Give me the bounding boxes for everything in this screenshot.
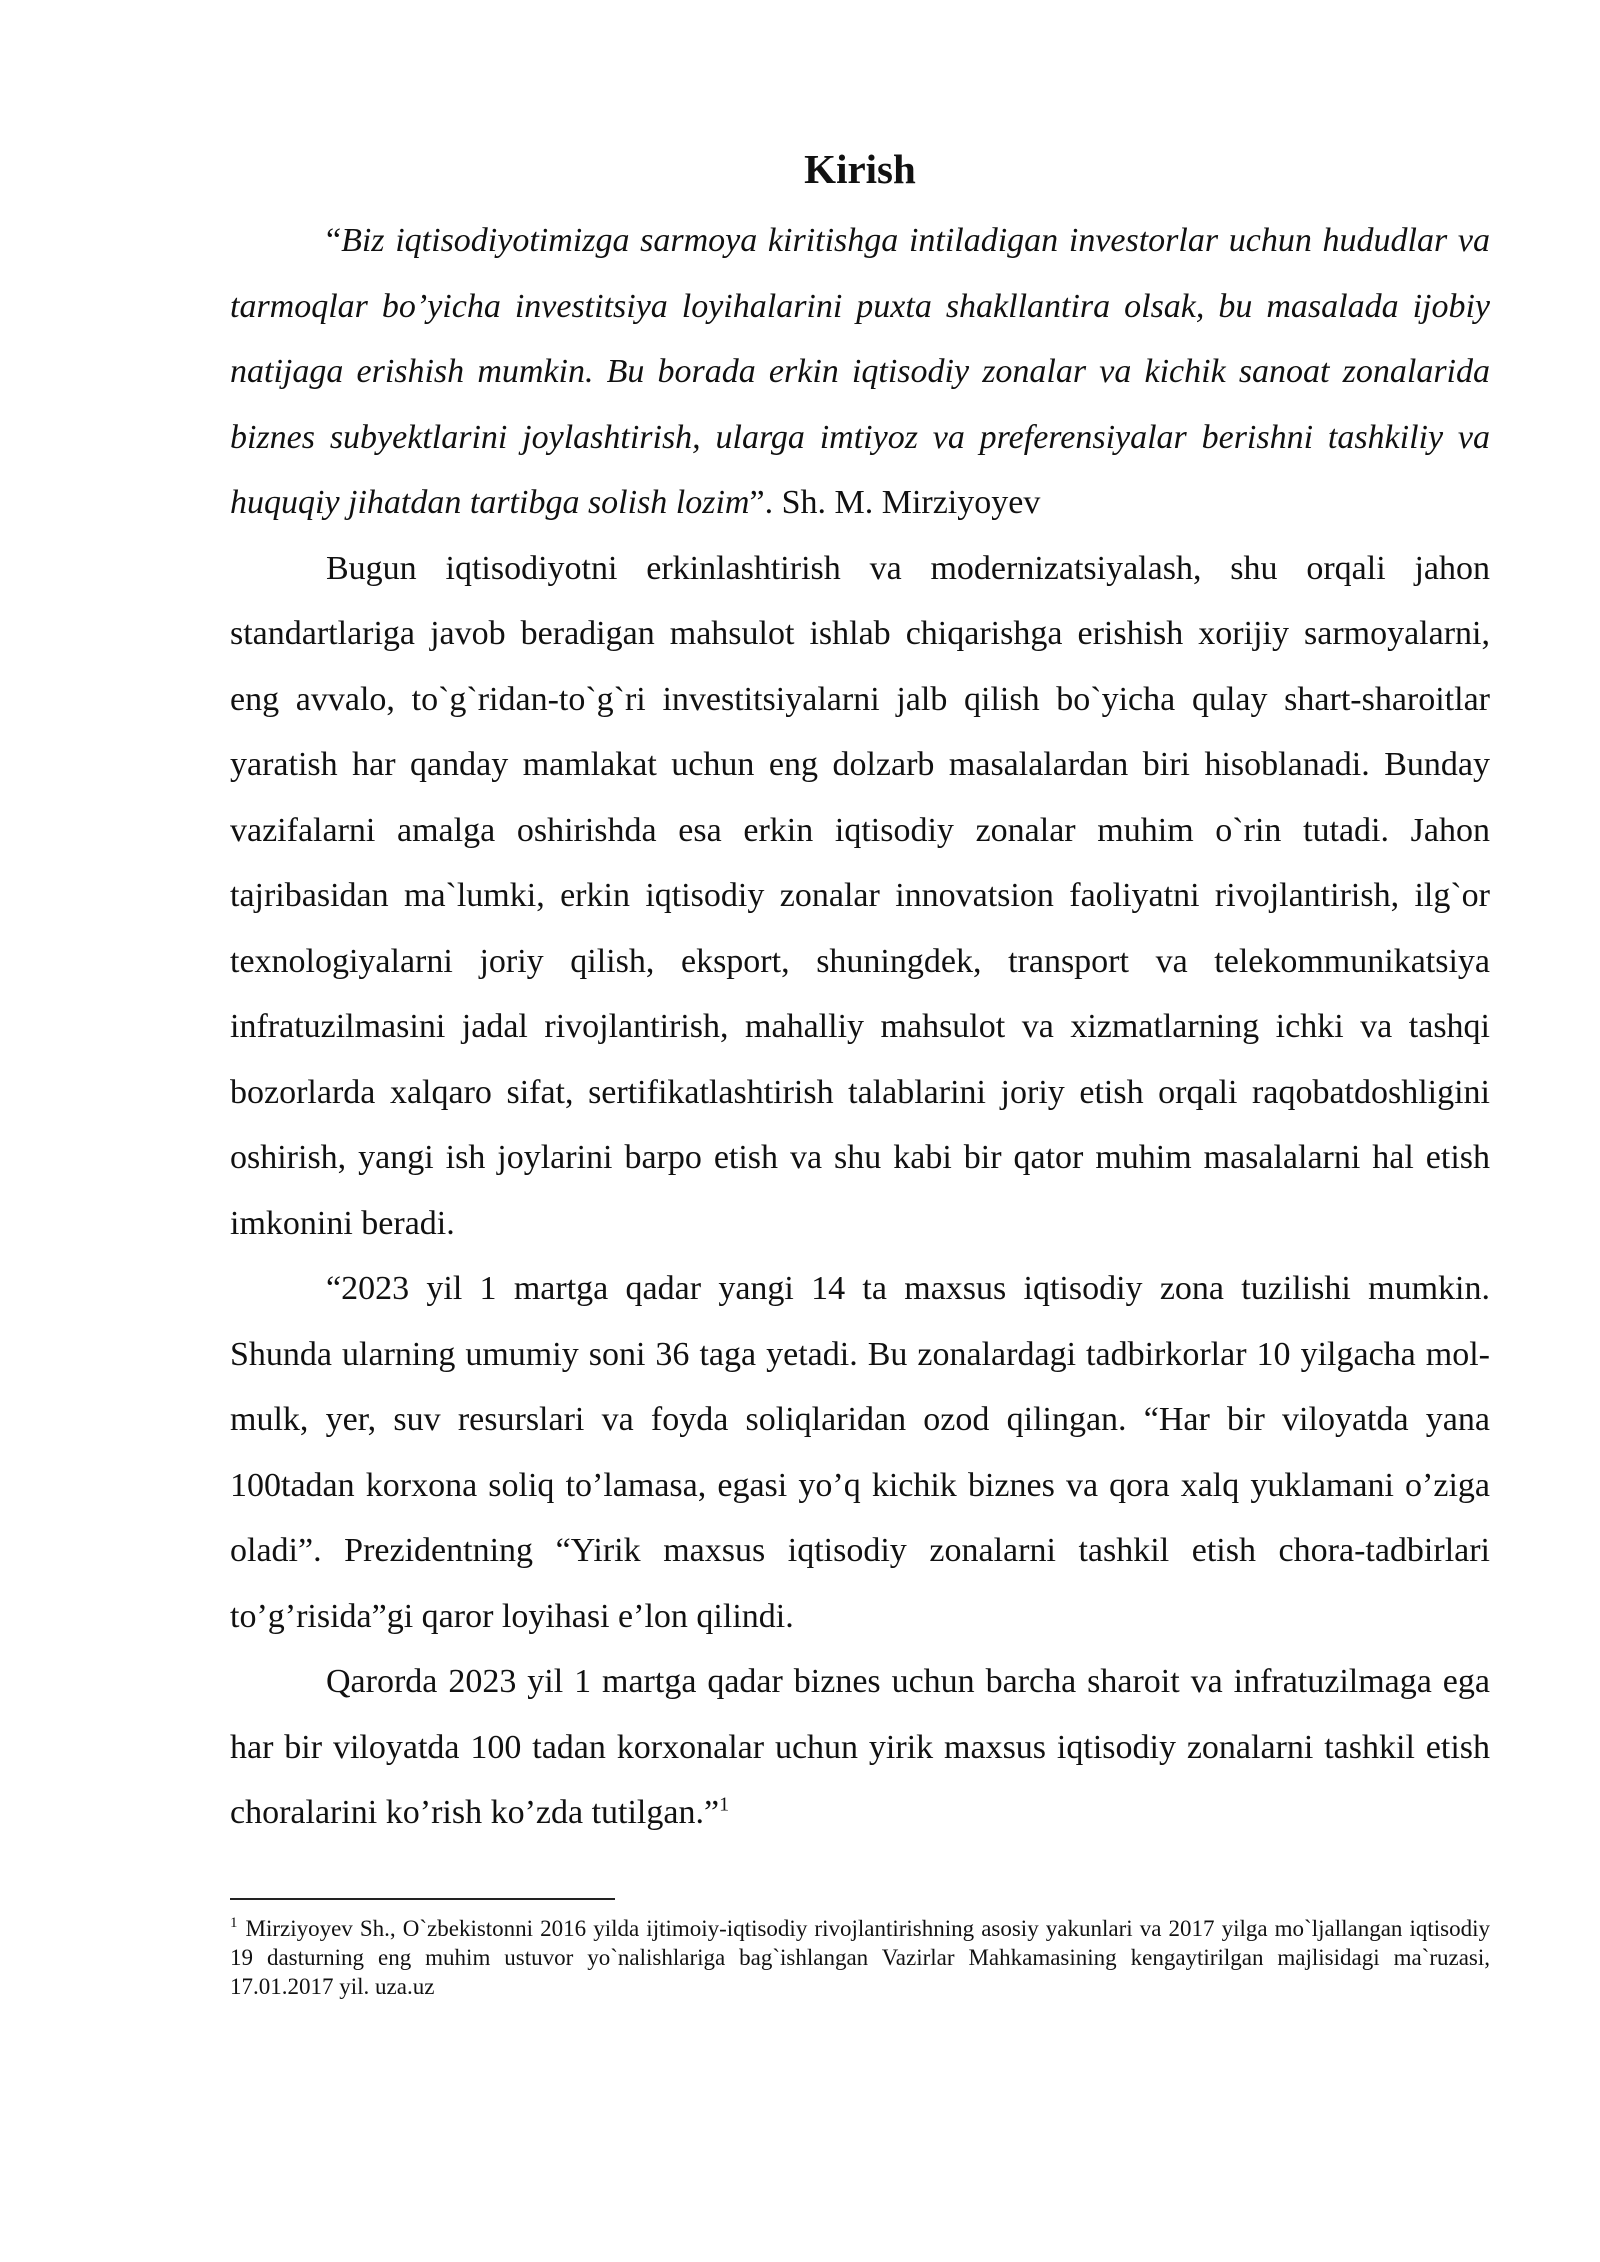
footnote xyxy=(230,1914,1490,2001)
page-title: Kirish xyxy=(804,146,916,192)
footnote-text: Mirziyoyev Sh., O`zbekistonni 2016 yilda ijtimoiy-iqtisodiy rivojlantirishning asosiy yakunlari va 2017 yilga mo`ljallangan iqtisodiy 19 dasturning eng muhim ustuvor yo`nalishlariga bag`ishlangan Vazirlar Mahkamasining kengaytirilgan majlisidagi ma`ruzasi, 17.01.2017 yil. uza.uz xyxy=(230,1915,1490,1999)
footnote-reference[interactable]: 1 xyxy=(719,1793,730,1816)
footnote-divider xyxy=(230,1898,615,1900)
document-page xyxy=(230,140,1490,2001)
body-paragraph-3 xyxy=(230,1649,1490,1846)
quote-open-mark: “ xyxy=(326,222,342,259)
footnote-number: 1 xyxy=(230,1914,238,1931)
quote-attribution: ”. Sh. M. Mirziyoyev xyxy=(749,484,1041,521)
body-paragraph-3-text: Qarorda 2023 yil 1 martga qadar biznes uchun barcha sharoit va infratuzilmaga ega har bir viloyatda 100 tadan korxonalar uchun yirik maxsus iqtisodiy zonalarni tashkil etish choralarini ko’rish ko’zda tutilgan.” xyxy=(230,1663,1490,1831)
epigraph-quote xyxy=(230,208,1490,536)
body-paragraph-2: “2023 yil 1 martga qadar yangi 14 ta maxsus iqtisodiy zona tuzilishi mumkin. Shunda ularning umumiy soni 36 taga yetadi. Bu zonalardagi tadbirkorlar 10 yilgacha mol-mulk, yer, suv resurslari va foyda soliqlaridan ozod qilingan. “Har bir viloyatda yana 100tadan korxona soliq to’lamasa, egasi yo’q kichik biznes va qora xalq yuklamani o’ziga oladi”. Prezidentning “Yirik maxsus iqtisodiy zonalarni tashkil etish chora-tadbirlari to’g’risida”gi qaror loyihasi e’lon qilindi. xyxy=(230,1270,1490,1635)
quote-text: Biz iqtisodiyotimizga sarmoya kiritishga intiladigan investorlar uchun hududlar va tarmoqlar bo’yicha investitsiya loyihalarini puxta shakllantira olsak, bu masalada ijobiy natijaga erishish mumkin. Bu borada erkin iqtisodiy zonalar va kichik sanoat zonalarida biznes subyektlarini joylashtirish, ularga imtiyoz va preferensiyalar berishni tashkiliy va huquqiy jihatdan tartibga solish lozim xyxy=(230,222,1490,521)
body-paragraph-1: Bugun iqtisodiyotni erkinlashtirish va modernizatsiyalash, shu orqali jahon standartlariga javob beradigan mahsulot ishlab chiqarishga erishish xorijiy sarmoyalarni, eng avvalo, to`g`ridan-to`g`ri investitsiyalarni jalb qilish bo`yicha qulay shart-sharoitlar yaratish har qanday mamlakat uchun eng dolzarb masalalardan biri hisoblanadi. Bunday vazifalarni amalga oshirishda esa erkin iqtisodiy zonalar muhim o`rin tutadi. Jahon tajribasidan ma`lumki, erkin iqtisodiy zonalar innovatsion faoliyatni rivojlantirish, ilg`or texnologiyalarni joriy qilish, eksport, shuningdek, transport va telekommunikatsiya infratuzilmasini jadal rivojlantirish, mahalliy mahsulot va xizmatlarning ichki va tashqi bozorlarda xalqaro sifat, sertifikatlashtirish talablarini joriy etish orqali raqobatdoshligini oshirish, yangi ish joylarini barpo etish va shu kabi bir qator muhim masalalarni hal etish imkonini beradi. xyxy=(230,549,1490,1242)
